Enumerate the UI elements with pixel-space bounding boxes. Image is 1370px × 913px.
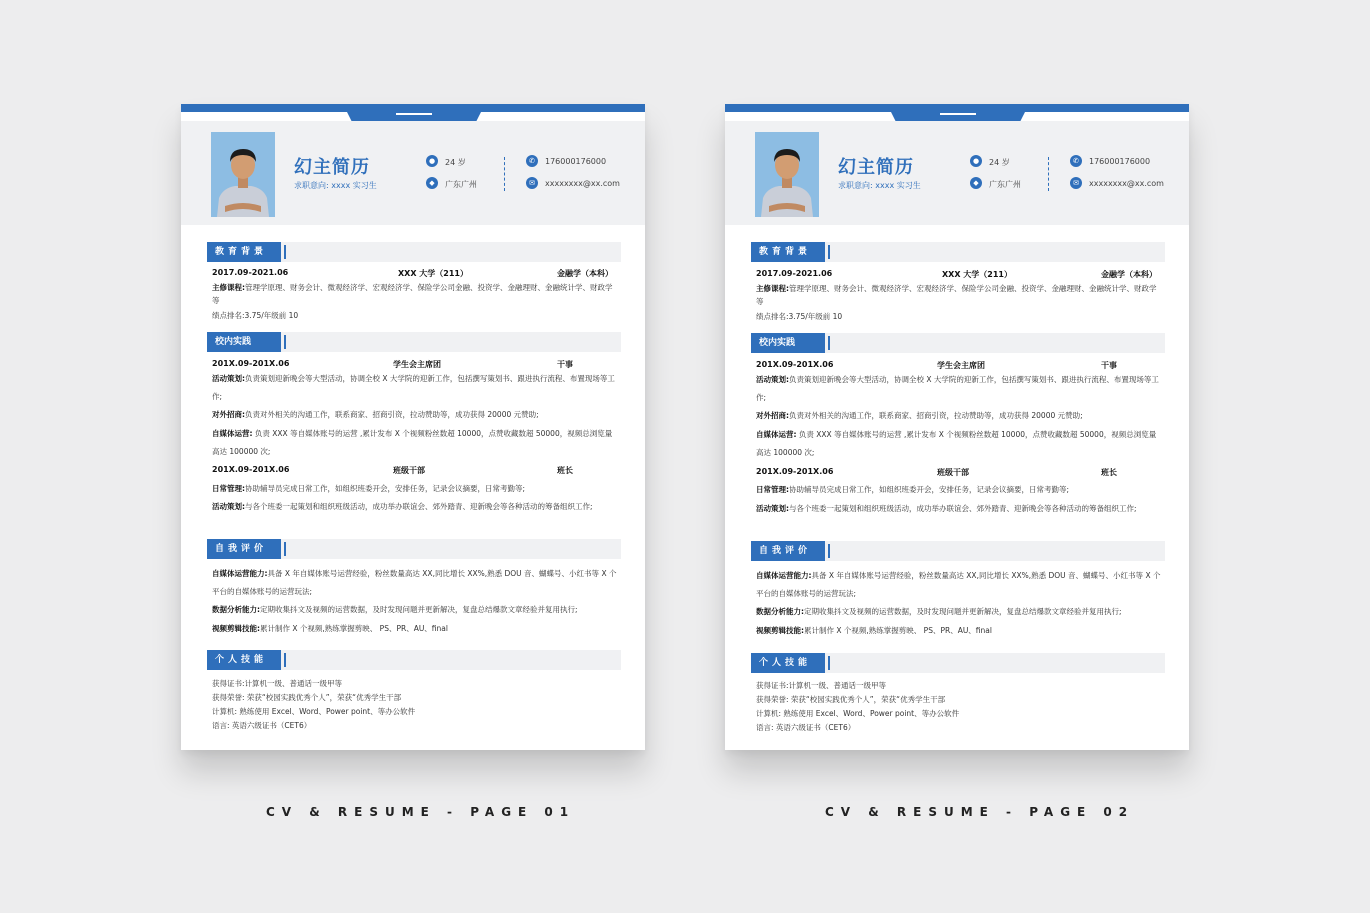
skill-line: 获得证书:计算机一级、普通话一级甲等 (756, 681, 887, 690)
section-campus (751, 333, 1165, 353)
campus-item: 对外招商:负责对外相关的沟通工作，联系商家、招商引资，拉动赞助等，成功获得 20000 元赞助; (756, 411, 1083, 420)
section-accent (284, 335, 286, 349)
self-eval-item: 自媒体运营能力:具备 X 年自媒体账号运营经验，粉丝数量高达 XX,同比增长 XX%,熟悉 DOU 音、蝴蝶号、小红书等 X 个平台的自媒体账号的运营玩法; (212, 569, 617, 596)
header-divider (1048, 157, 1049, 191)
section-title: 校内实践 (207, 332, 281, 352)
education-row (212, 268, 617, 279)
phone-icon: ✆ (1070, 155, 1082, 167)
campus-dates: 201X.09-201X.06 (756, 467, 834, 476)
campus-dates: 201X.09-201X.06 (756, 360, 834, 369)
section-title: 自我评价 (751, 541, 825, 561)
campus-role: 班长 (557, 466, 573, 475)
edu-major: 金融学（本科） (1101, 270, 1157, 279)
campus-item: 活动策划:与各个班委一起策划和组织班级活动，成功举办联谊会、郊外踏青、迎新晚会等各种活动的筹备组织工作; (756, 504, 1137, 513)
phone-icon: ✆ (526, 155, 538, 167)
section-education (207, 242, 621, 262)
phone-text: 176000176000 (545, 157, 607, 166)
self-eval-item: 数据分析能力:定期收集抖文及视频的运营数据，及时发现问题并更新解决，复盘总结爆款文章经验并复用执行; (756, 607, 1122, 616)
candidate-name: 幻主简历 (294, 157, 370, 178)
campus-dates: 201X.09-201X.06 (212, 465, 290, 474)
edu-dates: 2017.09-2021.06 (756, 269, 833, 278)
section-accent (828, 656, 830, 670)
campus-role: 干事 (1101, 361, 1117, 370)
campus-row-2 (756, 467, 1161, 478)
tab-line (396, 113, 432, 115)
resume-page-2 (725, 104, 1189, 750)
section-accent (284, 245, 286, 259)
section-accent (828, 336, 830, 350)
mail-icon: ✉ (1070, 177, 1082, 189)
campus-item: 日常管理:协助辅导员完成日常工作，如组织班委开会，安排任务，记录会议摘要，日常考勤等; (212, 484, 526, 493)
candidate-name: 幻主简历 (838, 157, 914, 178)
resume-page-1 (181, 104, 645, 750)
campus-dates: 201X.09-201X.06 (212, 359, 290, 368)
campus-org: 学生会主席团 (393, 360, 441, 369)
campus-org: 学生会主席团 (937, 361, 985, 370)
section-title: 个人技能 (207, 650, 281, 670)
location-icon: ◆ (970, 177, 982, 189)
section-title: 个人技能 (751, 653, 825, 673)
self-eval-item: 视频剪辑技能:累计制作 X 个视频,熟练掌握剪映、 PS、PR、AU、final (212, 624, 448, 633)
section-accent (828, 245, 830, 259)
skill-line: 获得荣誉: 荣获“校园实践优秀个人”，荣获“优秀学生干部 (756, 695, 946, 704)
edu-major: 金融学（本科） (557, 269, 613, 278)
campus-item: 对外招商:负责对外相关的沟通工作，联系商家、招商引资，拉动赞助等，成功获得 20000 元赞助; (212, 410, 539, 419)
profile-photo (211, 132, 275, 217)
skill-line: 语言: 英语六级证书（CET6） (212, 721, 312, 730)
section-self-eval (751, 541, 1165, 561)
campus-item: 自媒体运营: 负责 XXX 等自媒体账号的运营 ,累计发布 X 个视频粉丝数超 10000，点赞收藏数超 50000，视频总浏览量高达 100000 次; (212, 429, 613, 456)
section-education (751, 242, 1165, 262)
section-skills (751, 653, 1165, 673)
section-self-eval (207, 539, 621, 559)
edu-school: XXX 大学（211） (942, 270, 1012, 279)
campus-row-2 (212, 465, 617, 476)
education-row (756, 269, 1161, 280)
age-text: 24 岁 (445, 158, 466, 167)
edu-dates: 2017.09-2021.06 (212, 268, 289, 277)
campus-item: 活动策划:负责策划迎新晚会等大型活动，协调全校 X 大学院的迎新工作，包括撰写策划书、跟进执行流程、布置现场等工作; (212, 374, 615, 401)
edu-courses: 主修课程:管理学原理、财务会计、微观经济学、宏观经济学、保险学公司金融、投资学、金融理财、金融统计学、财政学等 (756, 284, 1157, 306)
section-title: 校内实践 (751, 333, 825, 353)
email-text: xxxxxxxx@xx.com (545, 179, 620, 188)
skill-line: 计算机: 熟练使用 Excel、Word、Power point、等办公软件 (212, 707, 416, 716)
section-skills (207, 650, 621, 670)
campus-org: 班级干部 (937, 468, 969, 477)
section-accent (284, 542, 286, 556)
age-text: 24 岁 (989, 158, 1010, 167)
campus-item: 活动策划:与各个班委一起策划和组织班级活动，成功举办联谊会、郊外踏青、迎新晚会等各种活动的筹备组织工作; (212, 502, 593, 511)
phone-text: 176000176000 (1089, 157, 1151, 166)
skill-line: 获得证书:计算机一级、普通话一级甲等 (212, 679, 343, 688)
job-intent: 求职意向: xxxx 实习生 (294, 181, 377, 190)
campus-org: 班级干部 (393, 466, 425, 475)
edu-gpa: 绩点排名:3.75/年级前 10 (756, 312, 843, 321)
self-eval-item: 视频剪辑技能:累计制作 X 个视频,熟练掌握剪映、 PS、PR、AU、final (756, 626, 992, 635)
location-text: 广东广州 (989, 180, 1021, 189)
email-text: xxxxxxxx@xx.com (1089, 179, 1164, 188)
self-eval-item: 自媒体运营能力:具备 X 年自媒体账号运营经验，粉丝数量高达 XX,同比增长 XX%,熟悉 DOU 音、蝴蝶号、小红书等 X 个平台的自媒体账号的运营玩法; (756, 571, 1161, 598)
mail-icon: ✉ (526, 177, 538, 189)
section-title: 自我评价 (207, 539, 281, 559)
section-accent (828, 544, 830, 558)
page-caption-2: CV & RESUME - PAGE 02 (825, 805, 1135, 819)
campus-row-1 (756, 360, 1161, 371)
campus-role: 干事 (557, 360, 573, 369)
campus-item: 活动策划:负责策划迎新晚会等大型活动，协调全校 X 大学院的迎新工作，包括撰写策划书、跟进执行流程、布置现场等工作; (756, 375, 1159, 402)
campus-row-1 (212, 359, 617, 370)
section-title: 教育背景 (207, 242, 281, 262)
skill-line: 获得荣誉: 荣获“校园实践优秀个人”，荣获“优秀学生干部 (212, 693, 402, 702)
self-eval-item: 数据分析能力:定期收集抖文及视频的运营数据，及时发现问题并更新解决，复盘总结爆款文章经验并复用执行; (212, 605, 578, 614)
header-divider (504, 157, 505, 191)
edu-gpa: 绩点排名:3.75/年级前 10 (212, 311, 299, 320)
section-campus (207, 332, 621, 352)
location-text: 广东广州 (445, 180, 477, 189)
section-title: 教育背景 (751, 242, 825, 262)
page-caption-1: CV & RESUME - PAGE 01 (266, 805, 576, 819)
location-icon: ◆ (426, 177, 438, 189)
person-icon: ● (426, 155, 438, 167)
profile-photo (755, 132, 819, 217)
campus-item: 自媒体运营: 负责 XXX 等自媒体账号的运营 ,累计发布 X 个视频粉丝数超 10000，点赞收藏数超 50000，视频总浏览量高达 100000 次; (756, 430, 1157, 457)
tab-line (940, 113, 976, 115)
section-accent (284, 653, 286, 667)
skill-line: 语言: 英语六级证书（CET6） (756, 723, 856, 732)
edu-school: XXX 大学（211） (398, 269, 468, 278)
job-intent: 求职意向: xxxx 实习生 (838, 181, 921, 190)
campus-item: 日常管理:协助辅导员完成日常工作，如组织班委开会，安排任务，记录会议摘要，日常考勤等; (756, 485, 1070, 494)
person-icon: ● (970, 155, 982, 167)
campus-role: 班长 (1101, 468, 1117, 477)
edu-courses: 主修课程:管理学原理、财务会计、微观经济学、宏观经济学、保险学公司金融、投资学、金融理财、金融统计学、财政学等 (212, 283, 613, 305)
skill-line: 计算机: 熟练使用 Excel、Word、Power point、等办公软件 (756, 709, 960, 718)
